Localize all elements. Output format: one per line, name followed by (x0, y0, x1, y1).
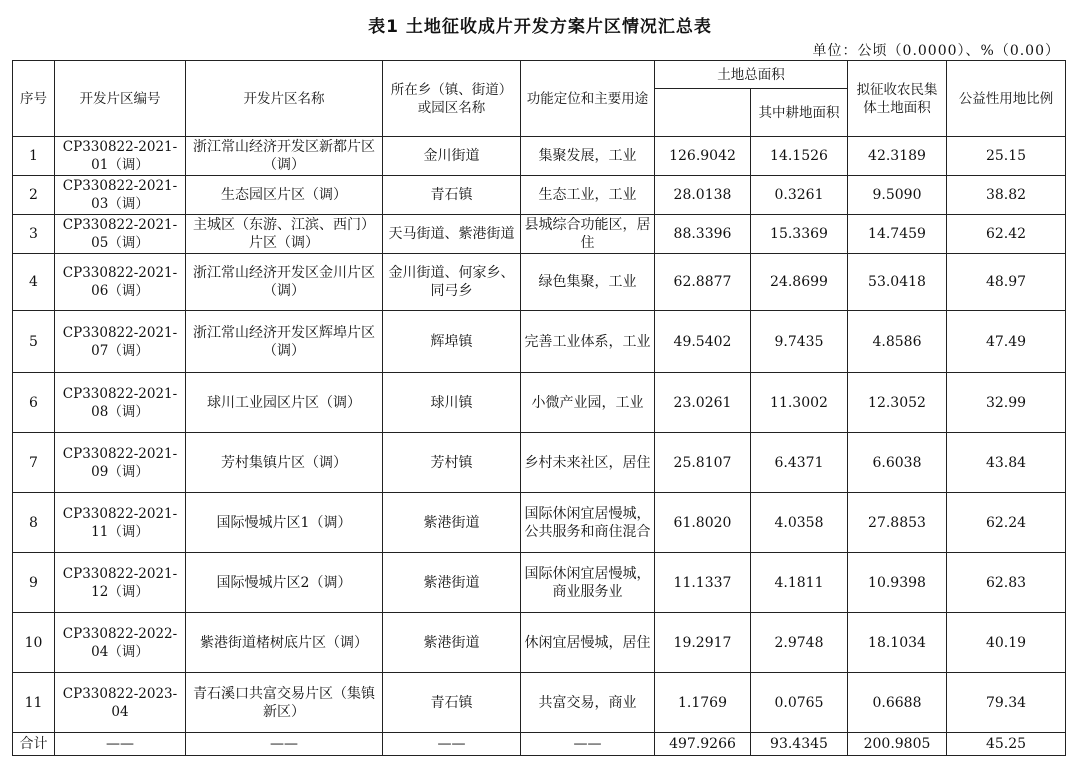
cell-code: CP330822-2021-01（调） (55, 137, 186, 176)
cell-ratio: 62.42 (947, 215, 1066, 254)
cell-total-area: 49.5402 (655, 311, 751, 373)
cell-town: 球川镇 (383, 373, 521, 433)
cell-ratio: 79.34 (947, 673, 1066, 733)
cell-collective: 27.8853 (848, 493, 947, 553)
total-area: 497.9266 (655, 733, 751, 756)
cell-total-area: 11.1337 (655, 553, 751, 613)
cell-total-area: 61.8020 (655, 493, 751, 553)
total-function: —— (521, 733, 655, 756)
cell-farmland: 2.9748 (751, 613, 848, 673)
cell-name: 青石溪口共富交易片区（集镇新区） (186, 673, 383, 733)
cell-function: 小微产业园，工业 (521, 373, 655, 433)
cell-seq: 3 (13, 215, 55, 254)
cell-farmland: 0.3261 (751, 176, 848, 215)
header-public-ratio: 公益性用地比例 (947, 61, 1066, 137)
total-row (13, 733, 1066, 756)
cell-total-area: 88.3396 (655, 215, 751, 254)
cell-ratio: 40.19 (947, 613, 1066, 673)
header-town: 所在乡（镇、街道）或园区名称 (383, 61, 521, 137)
header-function: 功能定位和主要用途 (521, 61, 655, 137)
cell-code: CP330822-2021-12（调） (55, 553, 186, 613)
summary-table (12, 60, 1066, 756)
cell-name: 浙江常山经济开发区辉埠片区（调） (186, 311, 383, 373)
cell-ratio: 62.24 (947, 493, 1066, 553)
cell-total-area: 19.2917 (655, 613, 751, 673)
cell-name: 国际慢城片区1（调） (186, 493, 383, 553)
header-code: 开发片区编号 (55, 61, 186, 137)
cell-collective: 18.1034 (848, 613, 947, 673)
cell-ratio: 25.15 (947, 137, 1066, 176)
cell-total-area: 1.1769 (655, 673, 751, 733)
cell-collective: 6.6038 (848, 433, 947, 493)
cell-code: CP330822-2022-04（调） (55, 613, 186, 673)
cell-collective: 14.7459 (848, 215, 947, 254)
header-name: 开发片区名称 (186, 61, 383, 137)
cell-ratio: 38.82 (947, 176, 1066, 215)
cell-town: 辉埠镇 (383, 311, 521, 373)
cell-code: CP330822-2021-06（调） (55, 254, 186, 311)
cell-town: 天马街道、紫港街道 (383, 215, 521, 254)
cell-ratio: 62.83 (947, 553, 1066, 613)
total-farmland: 93.4345 (751, 733, 848, 756)
header-land-total-blank (655, 89, 751, 137)
table-row (13, 553, 1066, 613)
cell-ratio: 43.84 (947, 433, 1066, 493)
table-row (13, 613, 1066, 673)
cell-seq: 11 (13, 673, 55, 733)
cell-name: 浙江常山经济开发区金川片区（调） (186, 254, 383, 311)
cell-seq: 6 (13, 373, 55, 433)
total-ratio: 45.25 (947, 733, 1066, 756)
cell-total-area: 62.8877 (655, 254, 751, 311)
cell-code: CP330822-2021-11（调） (55, 493, 186, 553)
cell-seq: 9 (13, 553, 55, 613)
cell-code: CP330822-2021-09（调） (55, 433, 186, 493)
cell-function: 绿色集聚，工业 (521, 254, 655, 311)
cell-town: 青石镇 (383, 176, 521, 215)
header-seq: 序号 (13, 61, 55, 137)
cell-town: 金川街道、何家乡、同弓乡 (383, 254, 521, 311)
cell-function: 国际休闲宜居慢城，公共服务和商住混合 (521, 493, 655, 553)
total-collective: 200.9805 (848, 733, 947, 756)
cell-code: CP330822-2023-04 (55, 673, 186, 733)
cell-collective: 12.3052 (848, 373, 947, 433)
unit-note: 单位：公顷（0.0000）、%（0.00） (812, 43, 1060, 59)
cell-seq: 8 (13, 493, 55, 553)
table-row (13, 176, 1066, 215)
table-row (13, 137, 1066, 176)
table-row (13, 254, 1066, 311)
table-row (13, 493, 1066, 553)
cell-ratio: 47.49 (947, 311, 1066, 373)
cell-town: 金川街道 (383, 137, 521, 176)
cell-farmland: 15.3369 (751, 215, 848, 254)
cell-name: 球川工业园区片区（调） (186, 373, 383, 433)
cell-code: CP330822-2021-05（调） (55, 215, 186, 254)
cell-function: 乡村未来社区，居住 (521, 433, 655, 493)
cell-name: 主城区（东游、江滨、西门）片区（调） (186, 215, 383, 254)
cell-town: 紫港街道 (383, 613, 521, 673)
cell-collective: 9.5090 (848, 176, 947, 215)
total-code: —— (55, 733, 186, 756)
table-row (13, 215, 1066, 254)
cell-name: 浙江常山经济开发区新都片区（调） (186, 137, 383, 176)
header-collective: 拟征收农民集体土地面积 (848, 61, 947, 137)
cell-farmland: 6.4371 (751, 433, 848, 493)
cell-farmland: 24.8699 (751, 254, 848, 311)
cell-total-area: 126.9042 (655, 137, 751, 176)
header-land-total: 土地总面积 (655, 61, 848, 89)
cell-code: CP330822-2021-08（调） (55, 373, 186, 433)
cell-town: 芳村镇 (383, 433, 521, 493)
cell-town: 紫港街道 (383, 493, 521, 553)
cell-function: 共富交易，商业 (521, 673, 655, 733)
cell-farmland: 0.0765 (751, 673, 848, 733)
cell-function: 集聚发展，工业 (521, 137, 655, 176)
cell-collective: 10.9398 (848, 553, 947, 613)
cell-function: 休闲宜居慢城，居住 (521, 613, 655, 673)
cell-collective: 42.3189 (848, 137, 947, 176)
cell-ratio: 48.97 (947, 254, 1066, 311)
cell-seq: 2 (13, 176, 55, 215)
cell-town: 紫港街道 (383, 553, 521, 613)
cell-seq: 4 (13, 254, 55, 311)
table-row (13, 311, 1066, 373)
cell-collective: 53.0418 (848, 254, 947, 311)
table-body (13, 137, 1066, 733)
cell-function: 国际休闲宜居慢城，商业服务业 (521, 553, 655, 613)
cell-name: 芳村集镇片区（调） (186, 433, 383, 493)
cell-farmland: 9.7435 (751, 311, 848, 373)
table-row (13, 373, 1066, 433)
cell-total-area: 28.0138 (655, 176, 751, 215)
cell-function: 县城综合功能区，居住 (521, 215, 655, 254)
cell-ratio: 32.99 (947, 373, 1066, 433)
cell-farmland: 4.0358 (751, 493, 848, 553)
cell-function: 生态工业，工业 (521, 176, 655, 215)
cell-collective: 0.6688 (848, 673, 947, 733)
cell-name: 紫港街道楮树底片区（调） (186, 613, 383, 673)
cell-seq: 1 (13, 137, 55, 176)
cell-total-area: 23.0261 (655, 373, 751, 433)
cell-name: 国际慢城片区2（调） (186, 553, 383, 613)
total-name: —— (186, 733, 383, 756)
table-title: 表1 土地征收成片开发方案片区情况汇总表 (368, 17, 712, 37)
cell-code: CP330822-2021-07（调） (55, 311, 186, 373)
cell-collective: 4.8586 (848, 311, 947, 373)
cell-seq: 7 (13, 433, 55, 493)
cell-farmland: 11.3002 (751, 373, 848, 433)
cell-farmland: 14.1526 (751, 137, 848, 176)
header-farmland: 其中耕地面积 (751, 89, 848, 137)
cell-seq: 10 (13, 613, 55, 673)
cell-total-area: 25.8107 (655, 433, 751, 493)
total-label: 合计 (13, 733, 55, 756)
table-row (13, 673, 1066, 733)
cell-town: 青石镇 (383, 673, 521, 733)
total-town: —— (383, 733, 521, 756)
cell-seq: 5 (13, 311, 55, 373)
cell-code: CP330822-2021-03（调） (55, 176, 186, 215)
table-row (13, 433, 1066, 493)
cell-function: 完善工业体系，工业 (521, 311, 655, 373)
cell-farmland: 4.1811 (751, 553, 848, 613)
cell-name: 生态园区片区（调） (186, 176, 383, 215)
